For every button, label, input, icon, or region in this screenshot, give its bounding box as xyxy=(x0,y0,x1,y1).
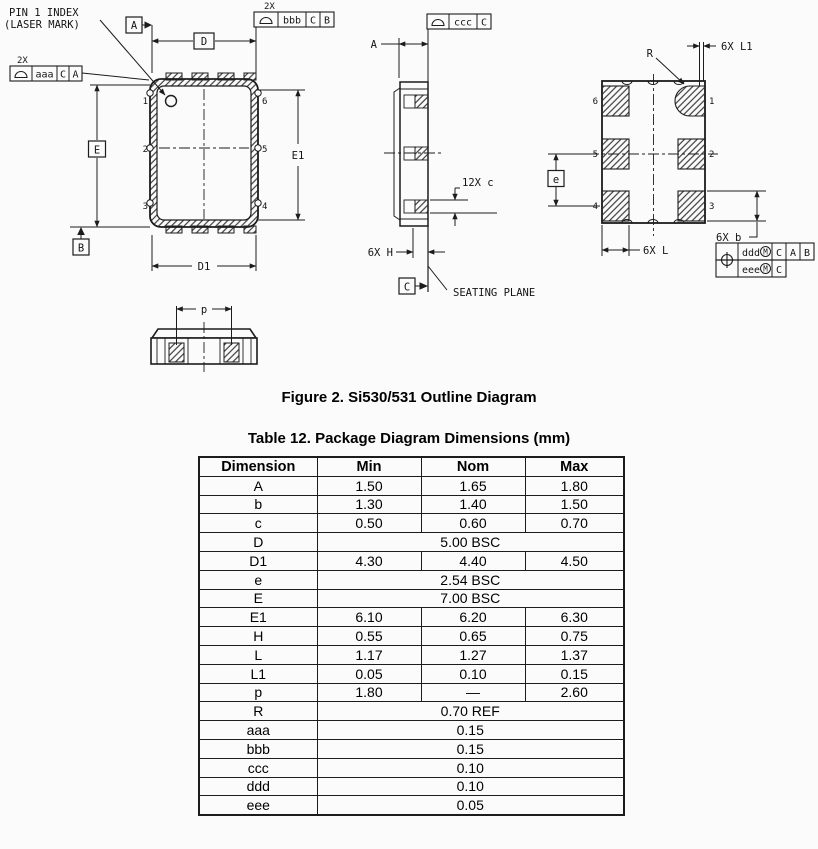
dim-d1 xyxy=(152,235,256,273)
dim-12x-c xyxy=(430,177,497,226)
dim-6x-l xyxy=(602,225,668,257)
cell-max: 6.30 xyxy=(525,608,624,627)
cell-min: 6.10 xyxy=(317,608,421,627)
datum-arrow xyxy=(77,227,85,235)
dim-6x-h-label: 6X H xyxy=(367,247,393,259)
cell-dim: e xyxy=(199,570,317,589)
cell-dim: b xyxy=(199,495,317,514)
cell-dim: E xyxy=(199,589,317,608)
pin1-index-line2: (LASER MARK) xyxy=(4,19,80,31)
figure-caption: Figure 2. Si530/531 Outline Diagram xyxy=(281,389,537,406)
cell-max: 0.70 xyxy=(525,514,624,533)
cell-min: 1.80 xyxy=(317,683,421,702)
dimensions-table xyxy=(198,456,625,816)
cell-dim: H xyxy=(199,627,317,646)
dim-e-pitch-label: e xyxy=(552,174,560,186)
profile-symbol-icon xyxy=(432,20,444,26)
profile-symbol-icon xyxy=(260,18,272,24)
fcf-pos-row2-d1: C xyxy=(775,265,783,276)
table-row xyxy=(199,796,624,815)
cell-dim: eee xyxy=(199,796,317,815)
cell-min: 0.55 xyxy=(317,627,421,646)
cell-dim: ddd xyxy=(199,777,317,796)
datum-arrow xyxy=(420,282,429,290)
cell-nom: 0.60 xyxy=(421,514,525,533)
side-view xyxy=(384,82,444,226)
table-row xyxy=(199,739,624,758)
cell-dim: ccc xyxy=(199,758,317,777)
fcf-aaa-tol: aaa xyxy=(35,69,54,81)
pin1-index-note xyxy=(4,7,165,95)
land-pin-3: 3 xyxy=(709,202,715,212)
dim-d xyxy=(152,33,256,49)
table-row xyxy=(199,758,624,777)
seating-plane xyxy=(399,226,535,299)
cell-dim: c xyxy=(199,514,317,533)
table-title: Table 12. Package Diagram Dimensions (mm) xyxy=(247,430,571,447)
dim-r xyxy=(647,48,684,84)
fcf-bbb-datum2: B xyxy=(323,15,331,27)
cell-nom: 1.65 xyxy=(421,476,525,495)
outline-diagram xyxy=(0,0,818,378)
pin1-laser-mark xyxy=(166,96,177,107)
front-pin-2: 2 xyxy=(142,145,148,155)
position-symbol-icon xyxy=(719,252,735,268)
dim-e-pitch xyxy=(548,154,600,206)
cell-nom: 1.27 xyxy=(421,645,525,664)
fcf-pos-row1-d1: C xyxy=(775,248,783,259)
column-header: Min xyxy=(317,457,421,476)
land-view xyxy=(588,74,718,236)
front-pin-5: 5 xyxy=(262,145,268,155)
cell-max: 1.80 xyxy=(525,476,624,495)
fcf-bbb-qty: 2X xyxy=(264,2,275,12)
fcf-pos-row1-d2: A xyxy=(789,248,797,259)
datum-c-label: C xyxy=(403,281,411,294)
cell-span: 0.05 xyxy=(317,796,624,815)
cell-span: 5.00 BSC xyxy=(317,533,624,552)
cell-max: 0.75 xyxy=(525,627,624,646)
fcf-aaa xyxy=(10,56,149,81)
table-row xyxy=(199,721,624,740)
table-row xyxy=(199,514,624,533)
table-row xyxy=(199,533,624,552)
cell-dim: R xyxy=(199,702,317,721)
cell-max: 0.15 xyxy=(525,664,624,683)
table-row xyxy=(199,495,624,514)
cell-dim: E1 xyxy=(199,608,317,627)
dim-e1 xyxy=(258,90,305,220)
column-header: Max xyxy=(525,457,624,476)
table-row xyxy=(199,683,624,702)
dim-r-label: R xyxy=(646,48,653,60)
fcf-bbb-tol: bbb xyxy=(282,15,302,27)
dim-e xyxy=(70,85,150,227)
dim-6x-b xyxy=(707,191,766,244)
seating-plane-label: SEATING PLANE xyxy=(453,287,536,299)
table-row xyxy=(199,645,624,664)
table-row xyxy=(199,777,624,796)
front-view xyxy=(143,73,268,233)
cell-span: 0.10 xyxy=(317,777,624,796)
fcf-bbb xyxy=(254,2,334,73)
cell-dim: L xyxy=(199,645,317,664)
cell-dim: bbb xyxy=(199,739,317,758)
front-pin-4: 4 xyxy=(262,202,268,212)
fcf-pos-row2-tol: eee xyxy=(742,265,761,276)
table-row xyxy=(199,570,624,589)
dim-6x-l-label: 6X L xyxy=(643,245,669,257)
dim-6x-l1 xyxy=(687,41,753,86)
datum-arrow xyxy=(145,21,153,28)
cell-dim: p xyxy=(199,683,317,702)
cell-span: 7.00 BSC xyxy=(317,589,624,608)
dim-6x-h xyxy=(368,228,445,259)
land-pin-4: 4 xyxy=(592,202,598,212)
cell-span: 0.70 REF xyxy=(317,702,624,721)
datum-b-label: B xyxy=(77,242,85,255)
table-row xyxy=(199,702,624,721)
pitch-view xyxy=(151,322,257,372)
cell-max: 4.50 xyxy=(525,551,624,570)
cell-dim: D1 xyxy=(199,551,317,570)
land-pin-1: 1 xyxy=(709,97,715,107)
cell-dim: L1 xyxy=(199,664,317,683)
front-pin-1: 1 xyxy=(142,97,148,107)
table-row xyxy=(199,608,624,627)
cell-max: 1.50 xyxy=(525,495,624,514)
cell-min: 4.30 xyxy=(317,551,421,570)
table-header-row xyxy=(199,457,624,476)
dim-d1-label: D1 xyxy=(197,261,211,273)
table-row xyxy=(199,589,624,608)
cell-span: 2.54 BSC xyxy=(317,570,624,589)
fcf-aaa-datum2: A xyxy=(72,69,79,81)
cell-span: 0.15 xyxy=(317,739,624,758)
cell-span: 0.15 xyxy=(317,721,624,740)
profile-symbol-icon xyxy=(15,72,27,78)
datum-b xyxy=(73,227,89,255)
dim-e-label: E xyxy=(93,144,101,157)
land-pin-2: 2 xyxy=(709,150,715,160)
dim-d-label: D xyxy=(200,36,208,48)
cell-nom: 0.65 xyxy=(421,627,525,646)
fcf-aaa-qty: 2X xyxy=(17,56,28,66)
fcf-aaa-datum1: C xyxy=(59,69,67,81)
table-row xyxy=(199,627,624,646)
dim-6x-b-label: 6X b xyxy=(716,232,742,244)
column-header: Dimension xyxy=(199,457,317,476)
fcf-ccc xyxy=(427,14,491,82)
cell-nom: 0.10 xyxy=(421,664,525,683)
cell-max: 1.37 xyxy=(525,645,624,664)
cell-dim: aaa xyxy=(199,721,317,740)
fcf-ccc-datum1: C xyxy=(480,17,488,29)
cell-dim: A xyxy=(199,476,317,495)
dim-p-label: p xyxy=(200,304,208,316)
cell-dim: D xyxy=(199,533,317,552)
fcf-pos-row1-mod: M xyxy=(763,247,768,257)
pin1-index-line1: PIN 1 INDEX xyxy=(9,7,79,19)
table-row xyxy=(199,551,624,570)
table-row xyxy=(199,476,624,495)
dim-a xyxy=(371,38,428,78)
fcf-position xyxy=(716,243,814,277)
cell-min: 1.17 xyxy=(317,645,421,664)
fcf-pos-row1-d3: B xyxy=(803,248,811,259)
cell-nom: 1.40 xyxy=(421,495,525,514)
cell-nom: 6.20 xyxy=(421,608,525,627)
table-row xyxy=(199,664,624,683)
fcf-bbb-datum1: C xyxy=(309,15,317,27)
cell-nom: — xyxy=(421,683,525,702)
front-pin-3: 3 xyxy=(142,202,148,212)
fcf-ccc-tol: ccc xyxy=(453,17,473,29)
fcf-pos-row2-mod: M xyxy=(763,264,768,274)
fcf-pos-row1-tol: ddd xyxy=(742,248,761,259)
datum-a-label: A xyxy=(130,20,138,32)
cell-min: 0.05 xyxy=(317,664,421,683)
cell-min: 1.50 xyxy=(317,476,421,495)
cell-min: 1.30 xyxy=(317,495,421,514)
pin1-rounded-pad xyxy=(675,86,705,116)
land-pin-6: 6 xyxy=(592,97,598,107)
dim-12x-c-label: 12X c xyxy=(462,177,494,189)
land-pin-5: 5 xyxy=(592,150,598,160)
front-pin-6: 6 xyxy=(262,97,268,107)
dim-e1-label: E1 xyxy=(291,150,305,162)
dim-6x-l1-label: 6X L1 xyxy=(721,41,753,53)
cell-max: 2.60 xyxy=(525,683,624,702)
cell-nom: 4.40 xyxy=(421,551,525,570)
cell-span: 0.10 xyxy=(317,758,624,777)
dim-a-label: A xyxy=(370,39,377,51)
cell-min: 0.50 xyxy=(317,514,421,533)
column-header: Nom xyxy=(421,457,525,476)
